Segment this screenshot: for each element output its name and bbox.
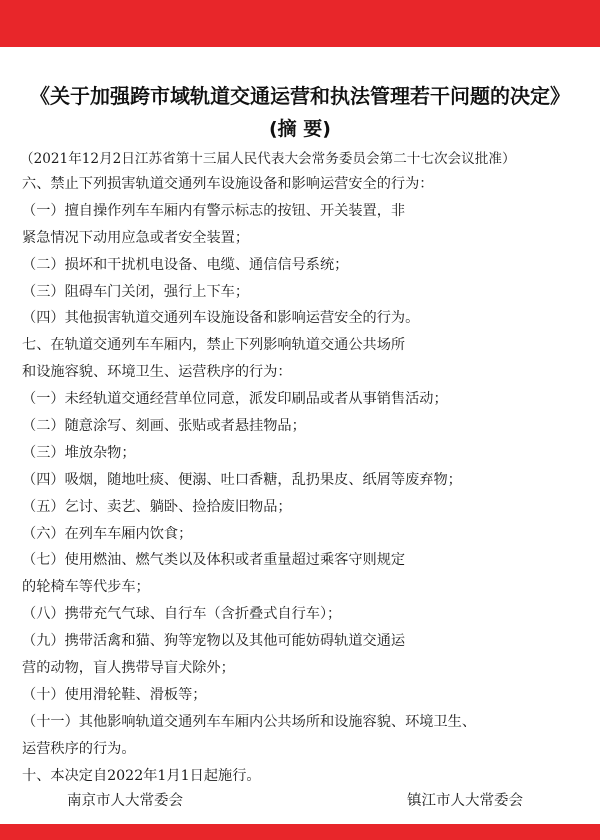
body-line: （三）阻碍车门关闭，强行上下车；	[22, 283, 250, 300]
body-line: （一）未经轨道交通经营单位同意，派发印刷品或者从事销售活动；	[22, 391, 448, 408]
body-line: 十、本决定自2022年1月1日起施行。	[22, 767, 261, 784]
body-line: （九）携带活禽和猫、狗等宠物以及其他可能妨碍轨道交通运	[22, 633, 406, 650]
body-line: （二）随意涂写、刻画、张贴或者悬挂物品；	[22, 418, 306, 435]
body-line: 紧急情况下动用应急或者安全装置；	[22, 229, 250, 246]
document-subtitle: (摘 要)	[269, 118, 331, 140]
body-line: 运营秩序的行为。	[22, 740, 136, 757]
body-line: （十）使用滑轮鞋、滑板等；	[22, 686, 207, 703]
body-line: （一）擅自操作列车车厢内有警示标志的按钮、开关装置，非	[22, 202, 406, 219]
body-line: 六、禁止下列损害轨道交通列车设施设备和影响运营安全的行为：	[22, 176, 434, 192]
body-line: 和设施容貌、环境卫生、运营秩序的行为：	[22, 364, 292, 381]
document-body	[22, 171, 594, 789]
body-line: （六）在列车车厢内饮食；	[22, 525, 193, 542]
signature-nanjing: 南京市人大常委会	[67, 793, 183, 809]
signature-zhenjiang: 镇江市人大常委会	[407, 793, 523, 809]
body-line: （五）乞讨、卖艺、躺卧、捡拾废旧物品；	[22, 498, 292, 515]
body-line: （二）损坏和干扰机电设备、电缆、通信信号系统；	[22, 256, 349, 273]
body-line: （八）携带充气气球、自行车（含折叠式自行车）；	[22, 606, 342, 623]
body-line: （四）吸烟，随地吐痰、便溺、吐口香糖，乱扔果皮、纸屑等废弃物；	[22, 471, 462, 488]
body-line: 的轮椅车等代步车；	[22, 579, 150, 596]
body-line: 七、在轨道交通列车车厢内，禁止下列影响轨道交通公共场所	[22, 337, 406, 354]
approval-note: （2021年12月2日江苏省第十三届人民代表大会常务委员会第二十七次会议批准）	[20, 151, 516, 167]
body-line: （十一）其他影响轨道交通列车车厢内公共场所和设施容貌、环境卫生、	[22, 713, 477, 730]
body-line: 营的动物，盲人携带导盲犬除外；	[22, 660, 235, 677]
body-line: （三）堆放杂物；	[22, 444, 136, 461]
bottom-red-band	[0, 824, 600, 840]
body-line: （四）其他损害轨道交通列车设施设备和影响运营安全的行为。	[22, 310, 420, 327]
top-red-band	[0, 0, 600, 47]
document-title: 《关于加强跨市域轨道交通运营和执法管理若干问题的决定》	[30, 84, 570, 108]
body-line: （七）使用燃油、燃气类以及体积或者重量超过乘客守则规定	[22, 552, 406, 569]
